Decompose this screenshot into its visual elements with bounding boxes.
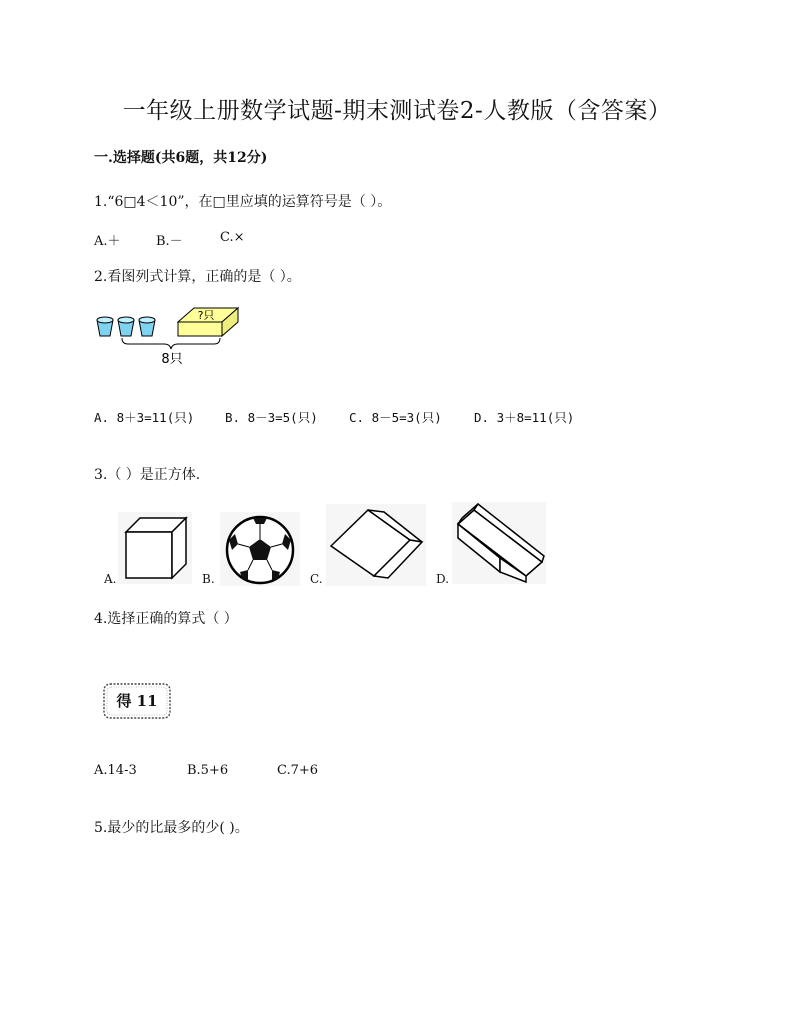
question-2-options (94, 408, 574, 426)
cup-icon (97, 317, 113, 336)
question-4-options (94, 763, 318, 778)
option-b: B.－ (156, 234, 183, 249)
tilted-cube-figure (326, 504, 426, 586)
brace-label: 8只 (161, 352, 183, 367)
label-b: B. (202, 572, 215, 586)
soccer-ball-figure (220, 512, 300, 586)
cup-icon (139, 317, 155, 336)
question-5: 5.最少的比最多的少( )。 (94, 820, 249, 836)
question-4: 4.选择正确的算式（ ） (94, 611, 238, 627)
option-a: A. 8＋3=11(只) (94, 410, 195, 425)
option-a: A.14-3 (94, 763, 137, 778)
section-heading: 一.选择题(共6题，共12分) (94, 150, 268, 166)
label-c: C. (310, 572, 323, 586)
option-b: B. 8－3=5(只) (225, 410, 318, 425)
question-1-options (94, 230, 245, 249)
question-2: 2.看图列式计算，正确的是（ ）。 (94, 269, 301, 285)
option-c: C.× (220, 230, 245, 245)
cup-icon (118, 317, 134, 336)
score-stamp-text: 得 11 (116, 692, 158, 710)
cuboid-figure (452, 502, 546, 584)
question-1: 1.“6□4＜10”，在□里应填的运算符号是（ ）。 (94, 194, 392, 210)
option-b: B.5+6 (187, 763, 229, 778)
label-d: D. (436, 572, 450, 586)
page-title: 一年级上册数学试题-期末测试卷2-人教版（含答案） (122, 98, 672, 124)
question-3: 3.（ ）是正方体. (94, 467, 201, 483)
option-c: C.7+6 (277, 763, 319, 778)
option-c: C. 8－5=3(只) (349, 410, 442, 425)
option-a: A.＋ (94, 234, 121, 249)
option-d: D. 3＋8=11(只) (474, 410, 575, 425)
cube-figure (118, 512, 192, 584)
box-label: ?只 (197, 309, 215, 322)
box-icon (178, 308, 238, 336)
brace (122, 338, 220, 349)
cups-and-box-figure (94, 300, 244, 370)
label-a: A. (104, 572, 117, 586)
